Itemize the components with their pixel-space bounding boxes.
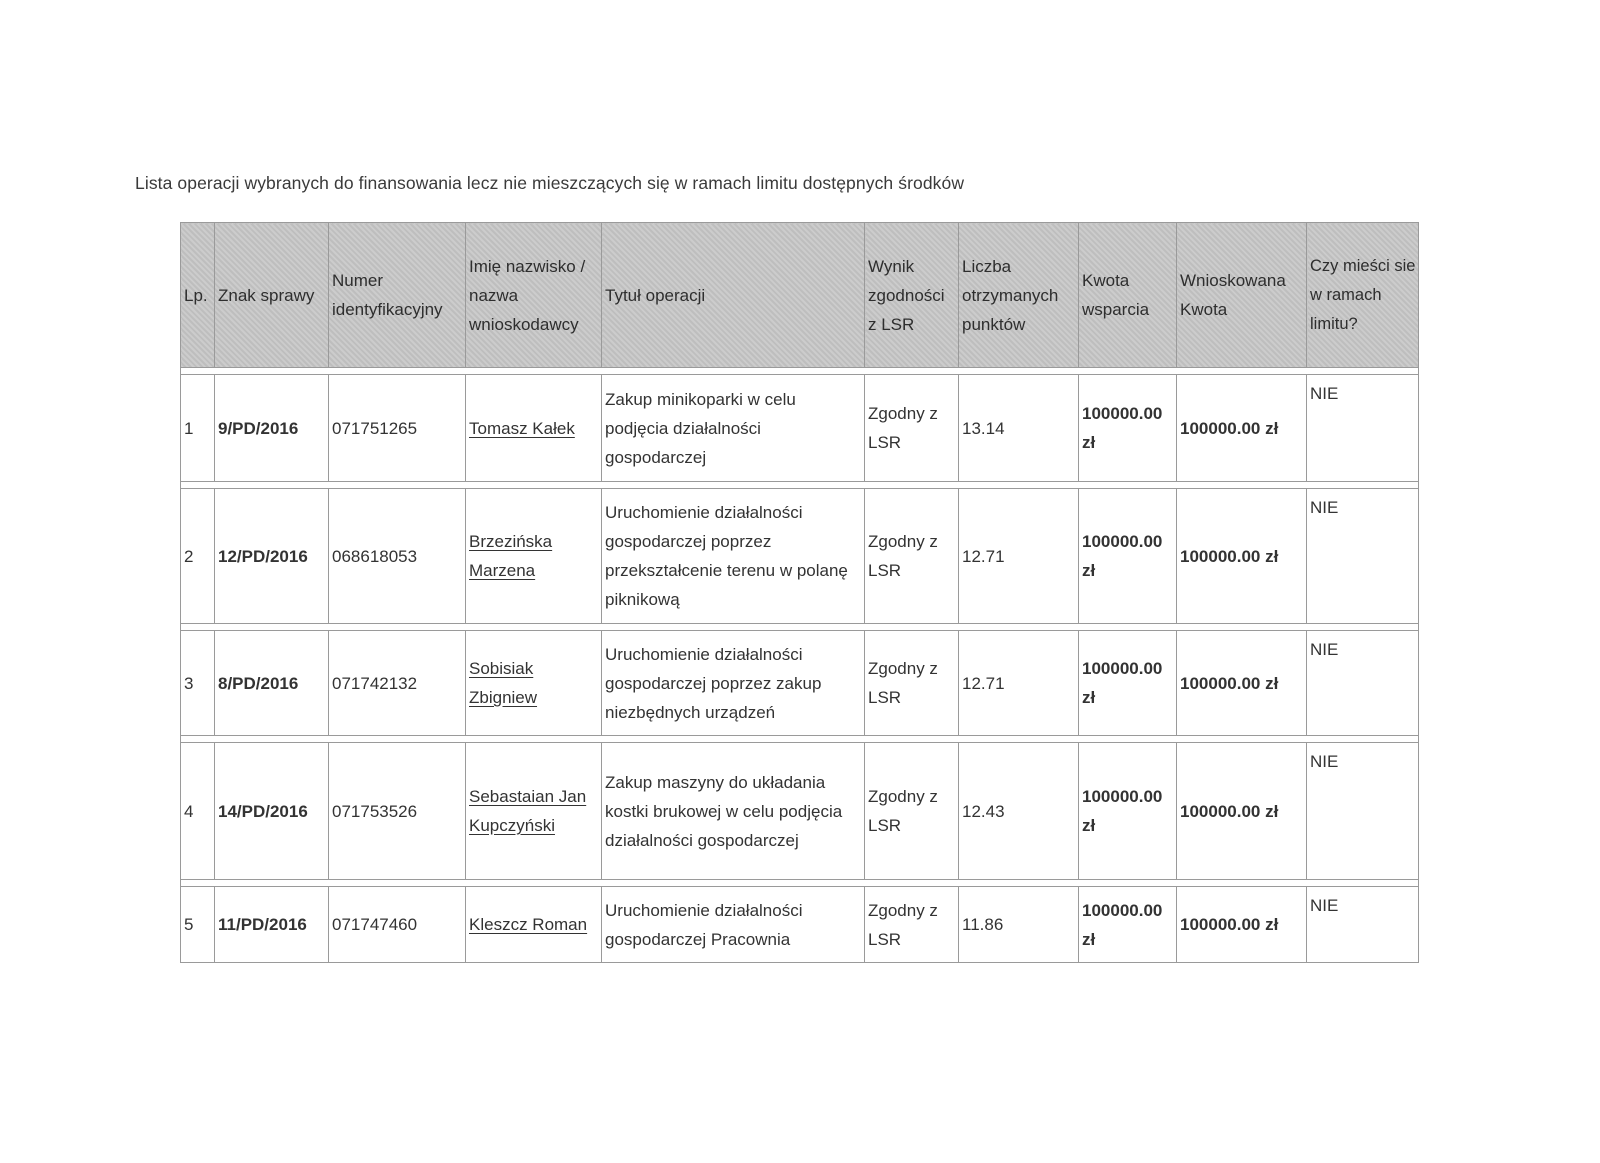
header-lp: Lp. [181, 223, 215, 368]
table-row [181, 375, 1419, 482]
row-kwota-wsparcia: 100000.00 zł [1079, 375, 1177, 482]
row-limit: NIE [1307, 489, 1419, 624]
row-numer: 071753526 [329, 743, 466, 880]
header-liczba-punktow: Liczba otrzymanych punktów [959, 223, 1079, 368]
row-punkty: 13.14 [959, 375, 1079, 482]
row-wnioskodawca-link[interactable]: Brzezińska Marzena [466, 489, 602, 624]
row-wynik: Zgodny z LSR [865, 743, 959, 880]
row-numer: 071742132 [329, 631, 466, 736]
header-tytul-operacji: Tytuł operacji [602, 223, 865, 368]
row-limit: NIE [1307, 375, 1419, 482]
row-wnioskowana-kwota: 100000.00 zł [1177, 375, 1307, 482]
row-kwota-wsparcia: 100000.00 zł [1079, 631, 1177, 736]
row-wynik: Zgodny z LSR [865, 631, 959, 736]
header-wynik-zgodnosci: Wynik zgodności z LSR [865, 223, 959, 368]
page-title: Lista operacji wybranych do finansowania lecz nie mieszczących się w ramach limitu dostępnych środków [135, 173, 965, 193]
header-wnioskowana-kwota: Wnioskowana Kwota [1177, 223, 1307, 368]
row-numer: 068618053 [329, 489, 466, 624]
row-lp: 1 [181, 375, 215, 482]
row-limit: NIE [1307, 631, 1419, 736]
row-tytul: Zakup minikoparki w celu podjęcia działalności gospodarczej [602, 375, 865, 482]
row-tytul: Uruchomienie działalności gospodarczej Pracownia [602, 887, 865, 963]
row-punkty: 12.43 [959, 743, 1079, 880]
row-limit: NIE [1307, 887, 1419, 963]
row-lp: 3 [181, 631, 215, 736]
row-znak-sprawy: 11/PD/2016 [215, 887, 329, 963]
row-lp: 2 [181, 489, 215, 624]
row-wnioskowana-kwota: 100000.00 zł [1177, 631, 1307, 736]
row-punkty: 12.71 [959, 489, 1079, 624]
operations-table [180, 222, 1419, 963]
row-wynik: Zgodny z LSR [865, 375, 959, 482]
row-wnioskodawca-link[interactable]: Tomasz Kałek [466, 375, 602, 482]
row-numer: 071747460 [329, 887, 466, 963]
row-lp: 4 [181, 743, 215, 880]
row-limit: NIE [1307, 743, 1419, 880]
header-czy-miesci: Czy mieści sie w ramach limitu? [1307, 223, 1419, 368]
row-lp: 5 [181, 887, 215, 963]
header-wnioskodawca: Imię nazwisko / nazwa wnioskodawcy [466, 223, 602, 368]
row-punkty: 11.86 [959, 887, 1079, 963]
table-row [181, 489, 1419, 624]
row-wnioskowana-kwota: 100000.00 zł [1177, 887, 1307, 963]
row-znak-sprawy: 12/PD/2016 [215, 489, 329, 624]
row-wnioskodawca-link[interactable]: Sebastaian Jan Kupczyński [466, 743, 602, 880]
header-numer-identyfikacyjny: Numer identyfikacyjny [329, 223, 466, 368]
row-znak-sprawy: 9/PD/2016 [215, 375, 329, 482]
table-row [181, 887, 1419, 963]
table-row [181, 743, 1419, 880]
row-wnioskowana-kwota: 100000.00 zł [1177, 489, 1307, 624]
row-znak-sprawy: 14/PD/2016 [215, 743, 329, 880]
row-punkty: 12.71 [959, 631, 1079, 736]
row-tytul: Uruchomienie działalności gospodarczej poprzez zakup niezbędnych urządzeń [602, 631, 865, 736]
header-kwota-wsparcia: Kwota wsparcia [1079, 223, 1177, 368]
row-wynik: Zgodny z LSR [865, 887, 959, 963]
row-kwota-wsparcia: 100000.00 zł [1079, 743, 1177, 880]
row-wnioskowana-kwota: 100000.00 zł [1177, 743, 1307, 880]
row-kwota-wsparcia: 100000.00 zł [1079, 887, 1177, 963]
row-znak-sprawy: 8/PD/2016 [215, 631, 329, 736]
row-kwota-wsparcia: 100000.00 zł [1079, 489, 1177, 624]
row-wynik: Zgodny z LSR [865, 489, 959, 624]
row-tytul: Zakup maszyny do układania kostki brukowej w celu podjęcia działalności gospodarczej [602, 743, 865, 880]
table-row [181, 631, 1419, 736]
row-wnioskodawca-link[interactable]: Sobisiak Zbigniew [466, 631, 602, 736]
row-wnioskodawca-link[interactable]: Kleszcz Roman [466, 887, 602, 963]
header-znak-sprawy: Znak sprawy [215, 223, 329, 368]
table-header-row [181, 223, 1419, 368]
row-numer: 071751265 [329, 375, 466, 482]
row-tytul: Uruchomienie działalności gospodarczej poprzez przekształcenie terenu w polanę piknikową [602, 489, 865, 624]
